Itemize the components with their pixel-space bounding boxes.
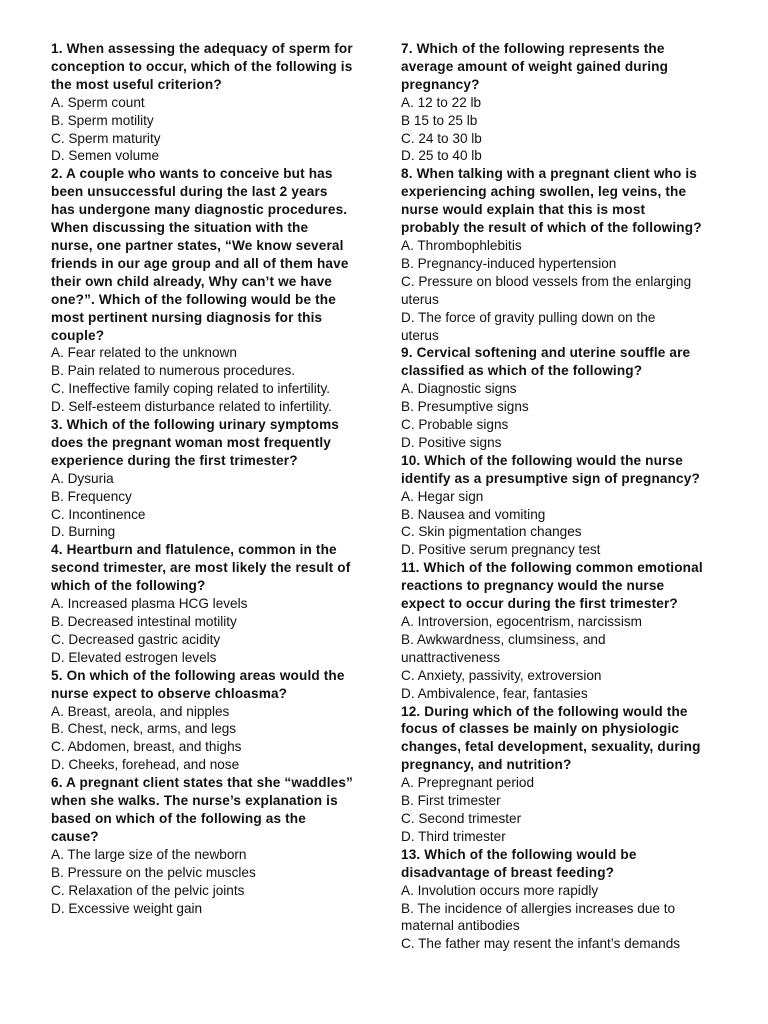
answer-option: B. First trimester [401,793,501,809]
answer-option: A. Increased plasma HCG levels [51,596,248,612]
question-line: when she walks. The nurse’s explanation is [51,793,338,809]
question-line: pregnancy? [401,76,480,92]
answer-option: A. Prepregnant period [401,775,535,791]
question-line: cause? [51,828,99,844]
answer-option: D. Elevated estrogen levels [51,649,217,665]
answer-option: B. Sperm motility [51,112,154,128]
question-block [401,165,741,344]
question-line: does the pregnant woman most frequently [51,434,332,450]
question-text [51,774,386,846]
answer-options [51,344,386,416]
answer-options [51,595,386,667]
question-block [51,541,386,666]
answer-options [51,846,386,918]
question-line: identify as a presumptive sign of pregnancy? [401,470,700,486]
question-line: second trimester, are most likely the result of [51,560,351,576]
answer-option: C. Skin pigmentation changes [401,524,582,540]
question-block [401,344,741,451]
question-text [51,40,386,94]
question-text [51,541,386,595]
answer-option: A. Diagnostic signs [401,381,517,397]
answer-option: D. 25 to 40 lb [401,148,482,164]
question-line: 11. Which of the following common emotional [401,560,703,576]
question-block [51,40,386,165]
answer-option: D. Self-esteem disturbance related to infertility. [51,399,332,415]
question-text [401,40,741,94]
answer-option: A. Hegar sign [401,488,484,504]
question-line: the most useful criterion? [51,76,222,92]
answer-option: maternal antibodies [401,918,520,934]
answer-option: C. Pressure on blood vessels from the enlarging [401,273,692,289]
answer-option: uterus [401,291,439,307]
question-line: 7. Which of the following represents the [401,41,665,56]
question-block [401,846,741,953]
question-block [401,703,741,846]
question-line: experience during the first trimester? [51,452,298,468]
question-line: disadvantage of breast feeding? [401,864,615,880]
answer-option: D. The force of gravity pulling down on the [401,309,656,325]
answer-option: D. Ambivalence, fear, fantasies [401,685,588,701]
answer-option: C. Sperm maturity [51,130,161,146]
answer-option: A. Fear related to the unknown [51,345,237,361]
answer-option: A. Thrombophlebitis [401,237,522,253]
question-line: 1. When assessing the adequacy of sperm for [51,41,353,56]
question-line: focus of classes be mainly on physiologic [401,721,680,737]
question-text [51,416,386,470]
answer-options [51,94,386,166]
question-block [51,165,386,416]
question-line: conception to occur, which of the following is [51,58,353,74]
answer-option: A. Involution occurs more rapidly [401,882,599,898]
answer-option: C. Second trimester [401,810,522,826]
question-line: When discussing the situation with the [51,220,309,236]
question-line: experiencing aching swollen, leg veins, the [401,184,687,200]
question-line: classified as which of the following? [401,363,643,379]
answer-option: B. Pregnancy-induced hypertension [401,255,617,271]
question-line: 8. When talking with a pregnant client who is [401,166,698,182]
answer-option: B. Pain related to numerous procedures. [51,363,296,379]
question-text [401,165,741,237]
question-text [401,344,741,380]
answer-option: A. The large size of the newborn [51,846,247,862]
question-line: friends in our age group and all of them have [51,255,349,271]
question-text [401,559,741,613]
question-line: couple? [51,327,105,343]
answer-option: A. Introversion, egocentrism, narcissism [401,614,642,629]
question-line: one?”. Which of the following would be the [51,291,336,307]
answer-option: C. The father may resent the infant’s demands [401,936,681,952]
answer-option: uterus [401,327,439,343]
answer-option: A. 12 to 22 lb [401,94,482,110]
question-block [401,452,741,559]
answer-option: C. Relaxation of the pelvic joints [51,882,245,898]
question-text [51,667,386,703]
answer-option: A. Sperm count [51,94,145,110]
answer-options [401,94,741,166]
answer-option: B. Awkwardness, clumsiness, and [401,631,606,647]
answer-options [401,380,741,452]
question-line: 4. Heartburn and flatulence, common in the [51,542,337,558]
answer-option: D. Positive serum pregnancy test [401,542,601,558]
question-line: 9. Cervical softening and uterine souffle are [401,345,691,361]
question-line: pregnancy, and nutrition? [401,757,572,773]
answer-option: D. Positive signs [401,434,502,450]
answer-option: B. Presumptive signs [401,399,529,415]
answer-option: B. The incidence of allergies increases due to [401,900,676,916]
question-line: nurse would explain that this is most [401,202,646,218]
answer-option: C. 24 to 30 lb [401,130,482,146]
question-line: changes, fetal development, sexuality, during [401,739,701,755]
question-text [401,846,741,882]
answer-options [51,703,386,775]
question-line: average amount of weight gained during [401,58,669,74]
question-line: 6. A pregnant client states that she “waddles” [51,775,354,791]
question-block [401,559,741,702]
question-line: 10. Which of the following would the nurse [401,452,683,468]
answer-options [401,613,741,703]
answer-option: C. Ineffective family coping related to infertility. [51,381,331,397]
question-line: 2. A couple who wants to conceive but has [51,166,333,182]
answer-option: C. Decreased gastric acidity [51,631,221,647]
answer-option: B. Decreased intestinal motility [51,614,237,629]
answer-option: B. Nausea and vomiting [401,506,546,522]
answer-options [401,237,741,344]
answer-options [401,774,741,846]
answer-option: B. Chest, neck, arms, and legs [51,721,237,737]
answer-option: D. Cheeks, forehead, and nose [51,757,240,773]
answer-options [401,882,741,954]
answer-option: B 15 to 25 lb [401,112,478,128]
answer-option: A. Dysuria [51,470,114,486]
question-line: nurse expect to observe chloasma? [51,685,288,701]
question-text [401,452,741,488]
question-block [401,40,741,165]
question-line: 13. Which of the following would be [401,846,637,862]
answer-option: B. Frequency [51,488,132,504]
left-column [51,40,386,917]
question-line: 5. On which of the following areas would the [51,667,345,683]
answer-option: D. Third trimester [401,828,506,844]
question-text [401,703,741,775]
question-line: probably the result of which of the following? [401,220,702,236]
question-line: expect to occur during the first trimester? [401,596,678,612]
question-line: been unsuccessful during the last 2 years [51,184,328,200]
answer-options [51,470,386,542]
question-line: their own child already, Why can’t we have [51,273,333,289]
question-block [51,667,386,774]
answer-option: D. Burning [51,524,116,540]
answer-option: D. Excessive weight gain [51,900,203,916]
question-block [51,416,386,541]
answer-option: D. Semen volume [51,148,160,164]
question-line: most pertinent nursing diagnosis for this [51,309,323,325]
answer-option: C. Abdomen, breast, and thighs [51,739,242,755]
question-block [51,774,386,917]
question-line: based on which of the following as the [51,810,306,826]
question-line: 12. During which of the following would the [401,703,688,719]
answer-option: C. Probable signs [401,417,509,433]
answer-options [401,488,741,560]
answer-option: A. Breast, areola, and nipples [51,703,230,719]
question-line: reactions to pregnancy would the nurse [401,578,665,594]
answer-option: C. Incontinence [51,506,146,522]
question-text [51,165,386,344]
right-column [401,40,741,953]
question-line: nurse, one partner states, “We know several [51,237,344,253]
answer-option: C. Anxiety, passivity, extroversion [401,667,602,683]
question-line: which of the following? [51,578,206,594]
question-line: 3. Which of the following urinary symptoms [51,417,340,433]
question-line: has undergone many diagnostic procedures. [51,202,348,218]
answer-option: unattractiveness [401,649,500,665]
answer-option: B. Pressure on the pelvic muscles [51,864,256,880]
